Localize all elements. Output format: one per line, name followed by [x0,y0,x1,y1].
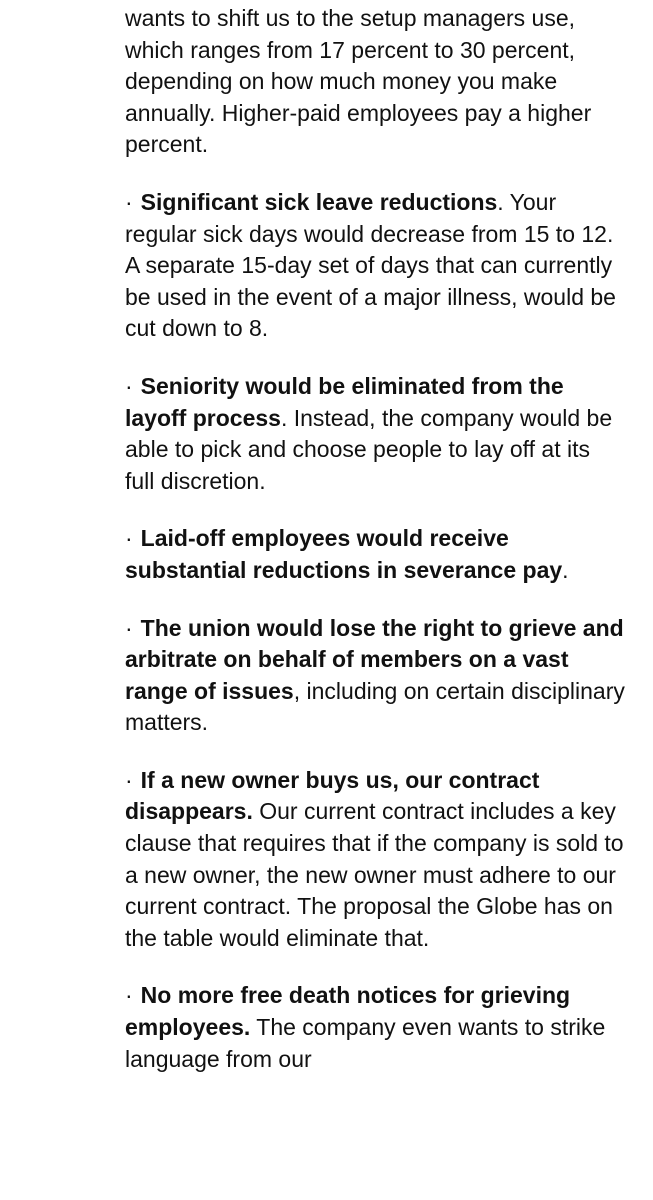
bullet-text: , including on certain disciplinary matters. [125,677,625,736]
bullet-new-owner [125,765,625,955]
bullet-severance [125,523,625,586]
bullet-heading: No more free death notices for grieving employees. [125,982,571,1041]
bullet-marker: · [125,372,133,399]
bullet-text: . [562,556,569,583]
bullet-marker: · [125,188,133,215]
bullet-marker: · [125,766,133,793]
bullet-text: . Your regular sick days would decrease from 15 to 12. A separate 15-day set of days that can currently be used in the event of a major illness, would be cut down to 8. [125,188,616,342]
bullet-heading: Seniority would be eliminated from the layoff process [125,372,564,431]
bullet-heading: If a new owner buys us, our contract disappears. [125,766,540,825]
bullet-text: The company even wants to strike language from our [125,1014,606,1072]
bullet-heading: Laid-off employees would receive substantial reductions in severance pay [125,525,563,583]
document-body [125,0,625,1101]
bullet-death-notices [125,980,625,1075]
bullet-heading: The union would lose the right to grieve and arbitrate on behalf of members on a vast range of issues [125,614,624,704]
bullet-marker: · [125,614,133,641]
bullet-marker: · [125,525,133,552]
bullet-marker: · [125,982,133,1009]
bullet-sick-leave [125,187,625,345]
bullet-text: Our current contract includes a key clause that requires that if the company is sold to a new owner, the new owner must adhere to our current contract. The proposal the Globe has on the table would eliminate that. [125,798,624,951]
bullet-union-grievance [125,613,625,739]
bullet-seniority [125,371,625,497]
intro-paragraph: wants to shift us to the setup managers use, which ranges from 17 percent to 30 percent, depending on how much money you make annually. Higher-paid employees pay a higher percent. [125,5,592,158]
bullet-heading: Significant sick leave reductions [140,188,498,215]
bullet-text: . Instead, the company would be able to pick and choose people to lay off at its full discretion. [125,404,613,494]
